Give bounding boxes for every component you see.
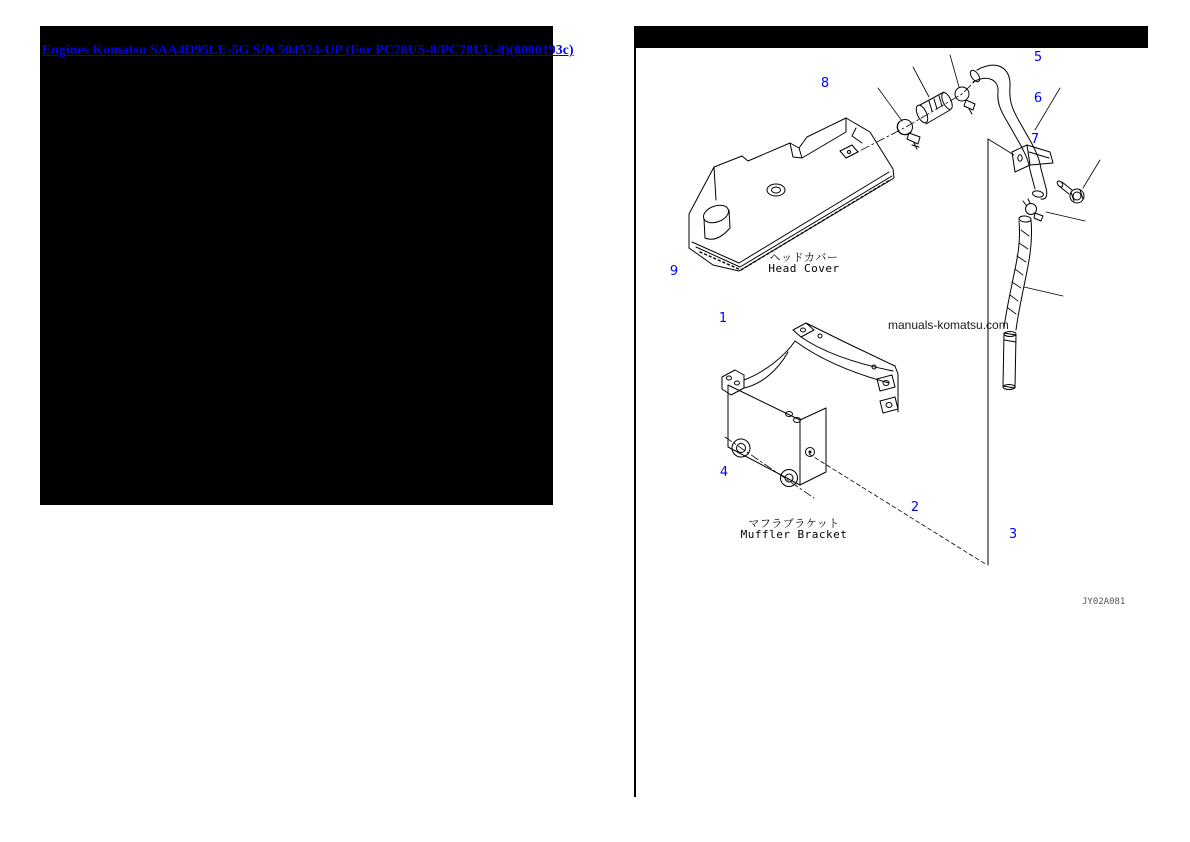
catalog-title-link[interactable]: Engines Komatsu SAA4D95LE-5G S/N 504574-UP (For PC78US-8/PC78UU-8)(0000193c): [42, 42, 574, 57]
callout-4[interactable]: 4: [719, 465, 729, 480]
callout-6[interactable]: 6: [1033, 91, 1043, 106]
figure-code: JY02A081: [1082, 597, 1126, 607]
boundary-lines: [809, 139, 988, 565]
muffler-bracket-drawing: [722, 323, 898, 498]
head-cover-label-en: Head Cover: [768, 262, 840, 275]
callout-5[interactable]: 5: [1033, 50, 1043, 65]
strap-bracket-drawing: [988, 139, 1053, 172]
bolt-drawing: [1056, 160, 1100, 203]
callout-8[interactable]: 8: [820, 76, 830, 91]
watermark-text: manuals-komatsu.com: [888, 318, 1009, 332]
drain-tube-drawing: [1003, 215, 1063, 389]
callout-7[interactable]: 7: [1030, 132, 1040, 147]
left-black-placeholder: [40, 26, 574, 505]
callout-9[interactable]: 9: [669, 264, 679, 279]
diagram-panel-left-border: [634, 26, 636, 797]
muffler-bracket-label-jp: マフラブラケット: [748, 517, 840, 530]
callout-2[interactable]: 2: [910, 500, 920, 515]
muffler-bracket-label-en: Muffler Bracket: [740, 528, 848, 541]
callout-1[interactable]: 1: [718, 311, 728, 326]
head-cover-label-jp: ヘッドカバー: [769, 251, 839, 264]
lower-clamp-drawing: [1023, 199, 1085, 221]
hose-clamp-group-drawing: [846, 55, 975, 158]
callout-3[interactable]: 3: [1008, 527, 1018, 542]
hose-drawing: [968, 65, 1060, 199]
diagram-panel-topbar: [636, 26, 1148, 48]
